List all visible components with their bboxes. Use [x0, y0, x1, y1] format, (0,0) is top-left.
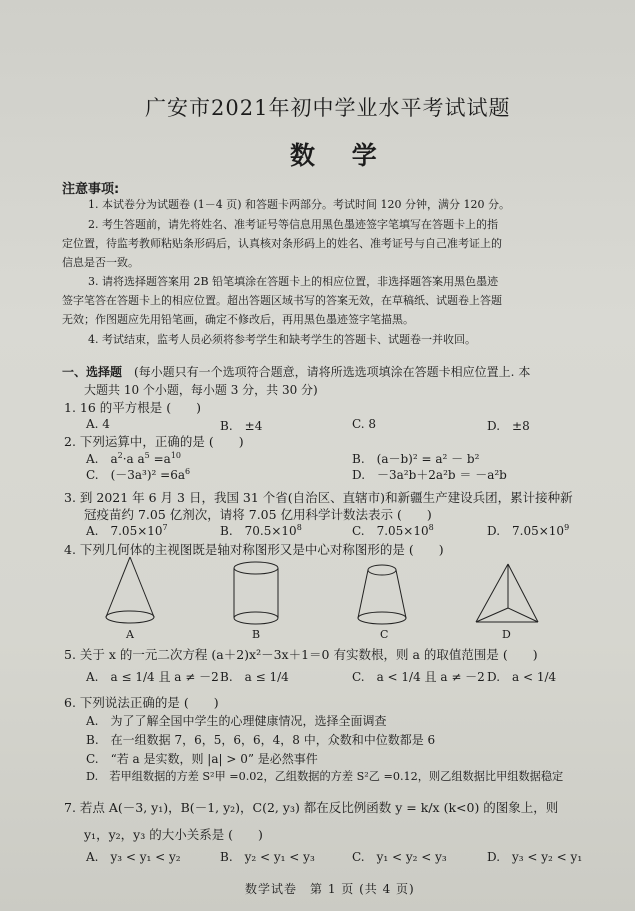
figure-label-b: B	[252, 628, 261, 641]
question-stem: 4. 下列几何体的主视图既是轴对称图形又是中心对称图形的是 ( )	[64, 542, 444, 557]
option-b: B. ±4	[220, 419, 263, 433]
question-stem: 冠疫苗约 7.05 亿剂次，请将 7.05 亿用科学计数法表示 ( )	[84, 507, 432, 522]
option-b: B. (a－b)² = a² － b²	[352, 452, 480, 466]
option-c: C. $(-3a^3)^2 =6a^6$	[86, 467, 191, 482]
question-stem: 3. 到 2021 年 6 月 3 日，我国 31 个省(自治区、直辖市)和新疆生产建设兵团，累计接种新	[64, 490, 573, 505]
option-a: A. 为了了解全国中学生的心理健康情况，选择全面调查	[86, 714, 387, 728]
option-d: D. y₃ < y₂ < y₁	[487, 850, 583, 864]
option-b: B. a ≤ 1/4	[220, 670, 289, 684]
option-b: B. y₂ < y₁ < y₃	[220, 850, 315, 864]
option-a: A. 4	[86, 417, 110, 431]
option-c: C. 8	[352, 417, 377, 431]
note-line: 无效；作图题应先用铅笔画，确定不修改后，再用黑色墨迹签字笔描黑。	[62, 313, 414, 326]
option-a: A. y₃ < y₁ < y₂	[86, 850, 181, 864]
note-line: 4. 考试结束，监考人员必须将参考学生和缺考学生的答题卡、试题卷一并收回。	[88, 333, 476, 346]
note-line: 定位置，待监考教师粘贴条形码后，认真核对条形码上的姓名、准考证号与自己准考证上的	[62, 237, 502, 250]
cone-figure	[100, 555, 160, 630]
note-line: 信息是否一致。	[62, 256, 139, 269]
option-a: A. $7.05\times 10^7$	[86, 523, 168, 538]
exam-title: 广安市2021年初中学业水平考试试题	[145, 96, 511, 120]
figure-label-a: A	[126, 628, 134, 641]
option-d: D. $7.05\times 10^9$	[487, 523, 570, 538]
question-stem: 2. 下列运算中，正确的是 ( )	[64, 434, 244, 449]
option-d: D. ±8	[487, 419, 530, 433]
option-d: D. 若甲组数据的方差 S²甲 =0.02，乙组数据的方差 S²乙 =0.12，则乙组数据比甲组数据稳定	[86, 770, 564, 783]
note-line: 签字笔答在答题卡上的相应位置。超出答题区域书写的答案无效，在草稿纸、试题卷上答题	[62, 294, 502, 307]
section-desc: (每小题只有一个选项符合题意，请将所选选项填涂在答题卡相应位置上. 本	[134, 365, 531, 379]
question-stem: 6. 下列说法正确的是 ( )	[64, 695, 219, 710]
section-desc: 大题共 10 个小题，每小题 3 分，共 30 分)	[84, 383, 318, 397]
subject-title: 数 学	[290, 141, 391, 170]
note-line: 2. 考生答题前，请先将姓名、准考证号等信息用黑色墨迹签字笔填写在答题卡上的指	[88, 218, 498, 231]
note-line: 3. 请将选择题答案用 2B 铅笔填涂在答题卡上的相应位置，非选择题答案用黑色墨迹	[88, 275, 499, 288]
option-c: C. y₁ < y₂ < y₃	[352, 850, 447, 864]
notes-heading: 注意事项:	[62, 182, 120, 197]
figure-label-c: C	[380, 628, 389, 641]
section-heading: 一、选择题	[62, 365, 123, 379]
option-d: D. －3a²b＋2a²b ＝ －a²b	[352, 468, 507, 482]
option-c: C. $7.05\times 10^8$	[352, 523, 434, 538]
figure-label-d: D	[502, 628, 511, 641]
cylinder-figure	[228, 560, 284, 630]
option-b: B. $70.5\times 10^8$	[220, 523, 302, 538]
question-stem: 1. 16 的平方根是 ( )	[64, 400, 202, 415]
frustum-figure	[352, 560, 412, 630]
option-a: A. $a^2\cdot a$ $a^5 =a^{10}$	[86, 451, 181, 466]
note-line: 1. 本试卷分为试题卷 (1－4 页) 和答题卡两部分。考试时间 120 分钟，满分 120 分。	[88, 198, 511, 211]
option-b: B. 在一组数据 7，6，5，6，6，4，8 中，众数和中位数都是 6	[86, 733, 436, 747]
option-c: C. a < 1/4 且 a ≠ －2	[352, 670, 485, 684]
question-stem: 5. 关于 x 的一元二次方程 (a＋2)x²－3x＋1＝0 有实数根，则 a 的取值范围是 ( )	[64, 647, 538, 662]
page-footer: 数学试卷 第 1 页 (共 4 页)	[245, 882, 415, 896]
pyramid-figure	[472, 560, 542, 630]
option-c: C. “若 a 是实数，则 |a| > 0” 是必然事件	[86, 752, 318, 766]
option-a: A. a ≤ 1/4 且 a ≠ －2	[86, 670, 219, 684]
option-d: D. a < 1/4	[487, 670, 557, 684]
question-stem: 7. 若点 A(－3, y₁)，B(－1, y₂)，C(2, y₃) 都在反比例函数 y = k/x (k<0) 的图象上，则	[64, 800, 559, 815]
question-stem: y₁，y₂，y₃ 的大小关系是 ( )	[84, 827, 263, 842]
